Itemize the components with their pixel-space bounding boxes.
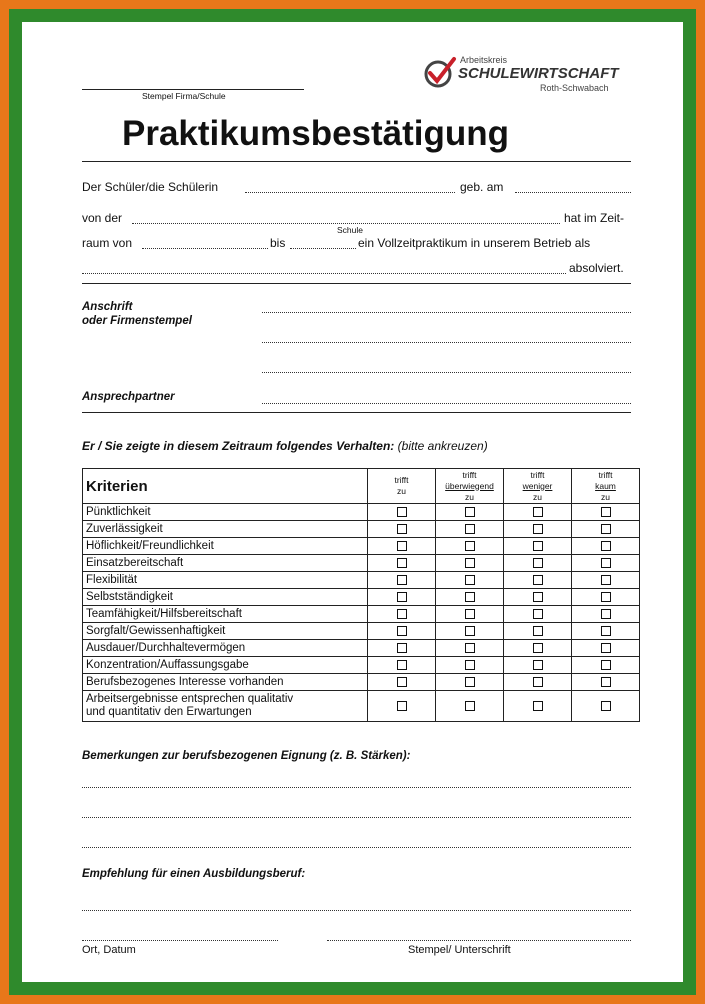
address-line-3[interactable] <box>262 372 631 373</box>
checkbox-cell <box>572 640 640 657</box>
checkbox[interactable] <box>465 609 475 619</box>
checkbox[interactable] <box>533 575 543 585</box>
address-line-2[interactable] <box>262 342 631 343</box>
checkbox-cell <box>436 572 504 589</box>
checkbox-cell <box>572 504 640 521</box>
intro-range-label: raum von <box>82 236 133 250</box>
col-header-kaum <box>572 469 640 504</box>
checkbox[interactable] <box>465 575 475 585</box>
checkbox-cell <box>572 674 640 691</box>
criteria-header: Kriterien <box>83 469 368 504</box>
checkbox[interactable] <box>533 592 543 602</box>
criterion-label: Pünktlichkeit <box>83 504 368 521</box>
checkbox[interactable] <box>397 524 407 534</box>
col-header-trifft-zu <box>368 469 436 504</box>
school-caption: Schule <box>337 225 363 235</box>
contact-person-line[interactable] <box>262 403 631 404</box>
recommendation-line[interactable] <box>82 910 631 911</box>
col-header-line: weniger <box>522 480 553 491</box>
criterion-label: Ausdauer/Durchhaltevermögen <box>83 640 368 657</box>
criterion-label: Flexibilität <box>83 572 368 589</box>
remarks-line-1[interactable] <box>82 787 631 788</box>
checkbox[interactable] <box>397 592 407 602</box>
checkbox-cell <box>572 572 640 589</box>
checkbox-cell <box>436 606 504 623</box>
table-row <box>83 657 640 674</box>
checkbox[interactable] <box>601 524 611 534</box>
checkbox-cell <box>572 521 640 538</box>
checkbox[interactable] <box>465 626 475 636</box>
checkbox[interactable] <box>601 592 611 602</box>
checkbox-cell <box>504 640 572 657</box>
checkbox-cell <box>436 691 504 722</box>
checkbox-cell <box>368 674 436 691</box>
checkbox-cell <box>368 640 436 657</box>
table-row <box>83 623 640 640</box>
intro-birth-label: geb. am <box>460 180 504 194</box>
checkbox[interactable] <box>465 507 475 517</box>
checkbox[interactable] <box>601 660 611 670</box>
table-row <box>83 538 640 555</box>
checkbox-cell <box>436 538 504 555</box>
checkbox-cell <box>368 623 436 640</box>
criterion-label: Berufsbezogenes Interesse vorhanden <box>83 674 368 691</box>
checkbox-cell <box>504 555 572 572</box>
checkbox-cell <box>436 657 504 674</box>
checkbox[interactable] <box>397 660 407 670</box>
checkbox-cell <box>368 691 436 722</box>
logo-line1: Arbeitskreis <box>460 55 508 65</box>
intro-internship-text: ein Vollzeitpraktikum in unserem Betrieb als <box>358 236 591 250</box>
job-line[interactable] <box>82 273 566 274</box>
checkbox-cell <box>436 555 504 572</box>
logo-line2: SCHULEWIRTSCHAFT <box>458 65 619 82</box>
behavior-heading <box>82 439 488 453</box>
checkbox[interactable] <box>533 609 543 619</box>
checkbox-cell <box>504 572 572 589</box>
checkbox[interactable] <box>397 626 407 636</box>
checkbox[interactable] <box>533 701 543 711</box>
checkbox[interactable] <box>601 677 611 687</box>
intro-period-label: hat im Zeit- <box>564 211 625 225</box>
checkbox[interactable] <box>465 643 475 653</box>
col-header-line: kaum <box>595 480 616 491</box>
checkbox[interactable] <box>465 677 475 687</box>
table-row <box>83 606 640 623</box>
criterion-label: Höflichkeit/Freundlichkeit <box>83 538 368 555</box>
checkbox[interactable] <box>465 558 475 568</box>
checkbox[interactable] <box>397 677 407 687</box>
checkbox-cell <box>504 589 572 606</box>
date-until-line[interactable] <box>290 248 356 249</box>
col-header-line: zu <box>397 486 406 496</box>
checkbox-cell <box>368 657 436 674</box>
stamp-signature-label: Stempel/ Unterschrift <box>408 944 511 956</box>
checkbox-cell <box>504 606 572 623</box>
birth-date-line[interactable] <box>515 192 631 193</box>
checkbox-cell <box>368 589 436 606</box>
title-rule <box>82 161 631 162</box>
checkbox[interactable] <box>601 507 611 517</box>
checkbox-cell <box>572 623 640 640</box>
checkbox[interactable] <box>397 609 407 619</box>
checkbox[interactable] <box>465 701 475 711</box>
col-header-line: zu <box>533 491 542 502</box>
checkbox[interactable] <box>601 541 611 551</box>
signature-line[interactable] <box>327 940 631 941</box>
intro-completed-label: absolviert. <box>569 261 624 275</box>
checkbox-cell <box>504 657 572 674</box>
table-row <box>83 572 640 589</box>
address-label: Anschrift <box>82 301 133 313</box>
checkbox-cell <box>504 674 572 691</box>
checkbox[interactable] <box>397 507 407 517</box>
checkbox[interactable] <box>465 541 475 551</box>
place-date-label: Ort, Datum <box>82 944 136 956</box>
checkbox-cell <box>436 521 504 538</box>
checkbox-cell <box>368 504 436 521</box>
checkbox-cell <box>368 521 436 538</box>
document-page <box>22 22 683 982</box>
behavior-note: (bitte ankreuzen) <box>397 439 488 453</box>
criteria-table <box>82 468 640 722</box>
criterion-label: Einsatzbereitschaft <box>83 555 368 572</box>
remarks-heading: Bemerkungen zur berufsbezogenen Eignung (z. B. Stärken): <box>82 750 411 762</box>
intro-until-label: bis <box>270 236 286 250</box>
checkbox-cell <box>504 691 572 722</box>
criterion-label: Teamfähigkeit/Hilfsbereitschaft <box>83 606 368 623</box>
checkbox[interactable] <box>397 558 407 568</box>
table-row <box>83 555 640 572</box>
checkbox-cell <box>368 555 436 572</box>
intro-student-label: Der Schüler/die Schülerin <box>82 180 219 194</box>
criterion-label: Selbstständigkeit <box>83 589 368 606</box>
checkbox-cell <box>436 504 504 521</box>
checkbox[interactable] <box>601 609 611 619</box>
checkbox[interactable] <box>533 558 543 568</box>
checkbox[interactable] <box>465 524 475 534</box>
table-row <box>83 640 640 657</box>
checkbox[interactable] <box>601 575 611 585</box>
col-header-ueberwiegend <box>436 469 504 504</box>
table-header-row <box>83 469 640 504</box>
address-rule <box>82 412 631 413</box>
table-row <box>83 504 640 521</box>
table-row <box>83 674 640 691</box>
col-header-line: überwiegend <box>445 480 494 491</box>
checkbox-cell <box>368 606 436 623</box>
checkbox-cell <box>436 640 504 657</box>
page-title: Praktikumsbestätigung <box>122 114 510 153</box>
remarks-line-2[interactable] <box>82 817 631 818</box>
col-header-line: trifft <box>530 469 545 480</box>
checkbox[interactable] <box>601 626 611 636</box>
table-row <box>83 589 640 606</box>
col-header-weniger <box>504 469 572 504</box>
col-header-line: trifft <box>462 469 477 480</box>
checkbox[interactable] <box>533 677 543 687</box>
checkbox[interactable] <box>465 660 475 670</box>
intro-rule <box>82 283 631 284</box>
checkbox[interactable] <box>533 643 543 653</box>
checkbox[interactable] <box>533 507 543 517</box>
checkbox[interactable] <box>397 541 407 551</box>
checkmark-logo-icon <box>422 56 458 90</box>
criterion-label-line: Arbeitsergebnisse entsprechen qualitativ <box>86 693 294 705</box>
checkbox-cell <box>572 657 640 674</box>
school-line[interactable] <box>132 223 560 224</box>
checkbox-cell <box>572 538 640 555</box>
criterion-label: Zuverlässigkeit <box>83 521 368 538</box>
criterion-label: Sorgfalt/Gewissenhaftigkeit <box>83 623 368 640</box>
checkbox[interactable] <box>397 701 407 711</box>
logo-line3: Roth-Schwabach <box>540 83 609 93</box>
checkbox[interactable] <box>601 558 611 568</box>
company-stamp-label: oder Firmenstempel <box>82 315 192 327</box>
intro-from-label: von der <box>82 211 123 225</box>
checkbox[interactable] <box>397 643 407 653</box>
checkbox-cell <box>368 572 436 589</box>
table-row <box>83 691 640 722</box>
checkbox[interactable] <box>533 541 543 551</box>
behavior-heading-text: Er / Sie zeigte in diesem Zeitraum folgendes Verhalten: <box>82 439 395 453</box>
checkbox-cell <box>572 589 640 606</box>
checkbox-cell <box>504 504 572 521</box>
checkbox-cell <box>436 674 504 691</box>
checkbox-cell <box>572 691 640 722</box>
checkbox[interactable] <box>601 643 611 653</box>
checkbox[interactable] <box>533 660 543 670</box>
col-header-line: trifft <box>598 469 613 480</box>
stamp-label: Stempel Firma/Schule <box>142 91 226 101</box>
student-name-line[interactable] <box>245 192 455 193</box>
place-date-line[interactable] <box>82 940 278 941</box>
checkbox-cell <box>504 538 572 555</box>
criterion-label: Konzentration/Auffassungsgabe <box>83 657 368 674</box>
checkbox-cell <box>572 555 640 572</box>
recommendation-heading: Empfehlung für einen Ausbildungsberuf: <box>82 868 306 880</box>
criterion-label-line: und quantitativ den Erwartungen <box>86 706 252 718</box>
checkbox-cell <box>504 521 572 538</box>
checkbox[interactable] <box>397 575 407 585</box>
address-line-1[interactable] <box>262 312 631 313</box>
logo <box>422 52 622 102</box>
date-from-line[interactable] <box>142 248 268 249</box>
checkbox[interactable] <box>533 524 543 534</box>
stamp-line <box>82 89 304 90</box>
checkbox[interactable] <box>601 701 611 711</box>
checkbox-cell <box>436 589 504 606</box>
checkbox-cell <box>572 606 640 623</box>
checkbox[interactable] <box>465 592 475 602</box>
col-header-line: zu <box>465 491 474 502</box>
col-header-line: trifft <box>394 475 409 485</box>
checkbox-cell <box>504 623 572 640</box>
checkbox[interactable] <box>533 626 543 636</box>
table-row <box>83 521 640 538</box>
checkbox-cell <box>436 623 504 640</box>
remarks-line-3[interactable] <box>82 847 631 848</box>
col-header-line: zu <box>601 491 610 502</box>
checkbox-cell <box>368 538 436 555</box>
criterion-label <box>83 691 368 722</box>
contact-person-label: Ansprechpartner <box>82 391 175 403</box>
